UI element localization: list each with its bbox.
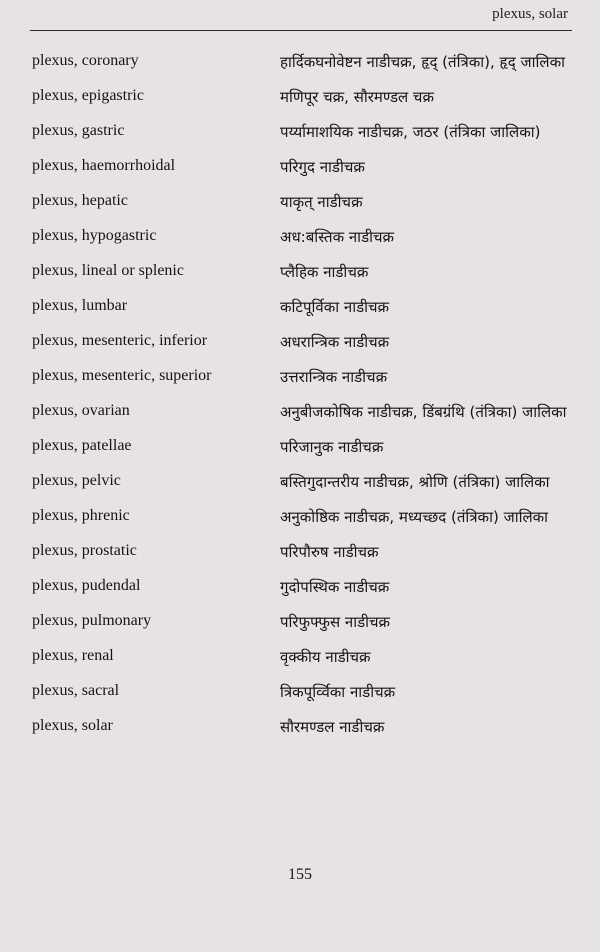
entry — [32, 118, 572, 146]
entry-term: plexus, prostatic — [32, 542, 137, 559]
entry-term: plexus, sacral — [32, 682, 120, 699]
running-head: plexus, solar — [492, 6, 568, 22]
entry-term: plexus, mesenteric, superior — [32, 367, 212, 384]
entry — [32, 643, 572, 671]
entry — [32, 293, 572, 321]
entry-term: plexus, pelvic — [32, 472, 121, 489]
entry-gloss: अधरान्त्रिक नाडीचक्र — [280, 333, 390, 351]
entry-term: plexus, coronary — [32, 52, 139, 69]
entry — [32, 503, 572, 531]
entry — [32, 83, 572, 111]
entry-term: plexus, solar — [32, 717, 113, 734]
entry-term: plexus, haemorrhoidal — [32, 157, 176, 174]
entry — [32, 188, 572, 216]
entry-gloss: परिपौरुष नाडीचक्र — [280, 543, 379, 561]
entry-term: plexus, lumbar — [32, 297, 128, 314]
entry-term: plexus, phrenic — [32, 507, 130, 524]
entry-term: plexus, pudendal — [32, 577, 141, 594]
entry-term: plexus, lineal or splenic — [32, 262, 184, 279]
entry — [32, 48, 572, 76]
entry-term: plexus, patellae — [32, 437, 132, 454]
entry — [32, 398, 572, 426]
entry-gloss: सौरमण्डल नाडीचक्र — [280, 718, 385, 736]
entry-gloss: त्रिकपूर्व्विका नाडीचक्र — [280, 683, 396, 701]
entry-gloss: प्लैहिक नाडीचक्र — [280, 263, 369, 281]
entry-gloss: पर्य्यामाशयिक नाडीचक्र, जठर (तंत्रिका जालिका) — [280, 123, 541, 141]
entry-gloss: गुदोपस्थिक नाडीचक्र — [280, 578, 390, 596]
entry-term: plexus, renal — [32, 647, 114, 664]
entry-term: plexus, ovarian — [32, 402, 130, 419]
entry-term: plexus, pulmonary — [32, 612, 152, 629]
entry-gloss: उत्तरान्त्रिक नाडीचक्र — [280, 368, 388, 386]
entry-gloss: अनुबीजकोषिक नाडीचक्र, डिंबग्रंथि (तंत्रिका) जालिका — [280, 403, 567, 421]
entry — [32, 258, 572, 286]
entry — [32, 608, 572, 636]
entry-gloss: मणिपूर चक्र, सौरमण्डल चक्र — [280, 88, 434, 106]
entry-gloss: अध:बस्तिक नाडीचक्र — [280, 228, 395, 246]
entry-gloss: परिजानुक नाडीचक्र — [280, 438, 384, 456]
entry-gloss: परिगुद नाडीचक्र — [280, 158, 365, 176]
entry — [32, 433, 572, 461]
entry-term: plexus, epigastric — [32, 87, 144, 104]
entry-gloss: वृक्कीय नाडीचक्र — [280, 648, 371, 666]
entry-list — [32, 48, 572, 748]
entry — [32, 328, 572, 356]
entry — [32, 468, 572, 496]
entry — [32, 223, 572, 251]
entry — [32, 153, 572, 181]
entry-term: plexus, hypogastric — [32, 227, 157, 244]
entry — [32, 363, 572, 391]
entry-gloss: परिफुफ्फुस नाडीचक्र — [280, 613, 391, 631]
entry-gloss: बस्तिगुदान्तरीय नाडीचक्र, श्रोणि (तंत्रिका) जालिका — [280, 473, 550, 491]
entry-term: plexus, gastric — [32, 122, 125, 139]
entry-gloss: याकृत् नाडीचक्र — [280, 193, 363, 211]
entry — [32, 713, 572, 741]
header-rule — [30, 30, 572, 31]
entry-gloss: हार्दिकघनोवेष्टन नाडीचक्र, हृद् (तंत्रिका), हृद् जालिका — [280, 53, 565, 71]
entry — [32, 573, 572, 601]
entry-term: plexus, hepatic — [32, 192, 128, 209]
entry-term: plexus, mesenteric, inferior — [32, 332, 208, 349]
entry — [32, 678, 572, 706]
entry-gloss: कटिपूर्विका नाडीचक्र — [280, 298, 390, 316]
page-number: 155 — [288, 866, 312, 883]
entry-gloss: अनुकोष्ठिक नाडीचक्र, मध्यच्छद (तंत्रिका) जालिका — [280, 508, 549, 526]
entry — [32, 538, 572, 566]
